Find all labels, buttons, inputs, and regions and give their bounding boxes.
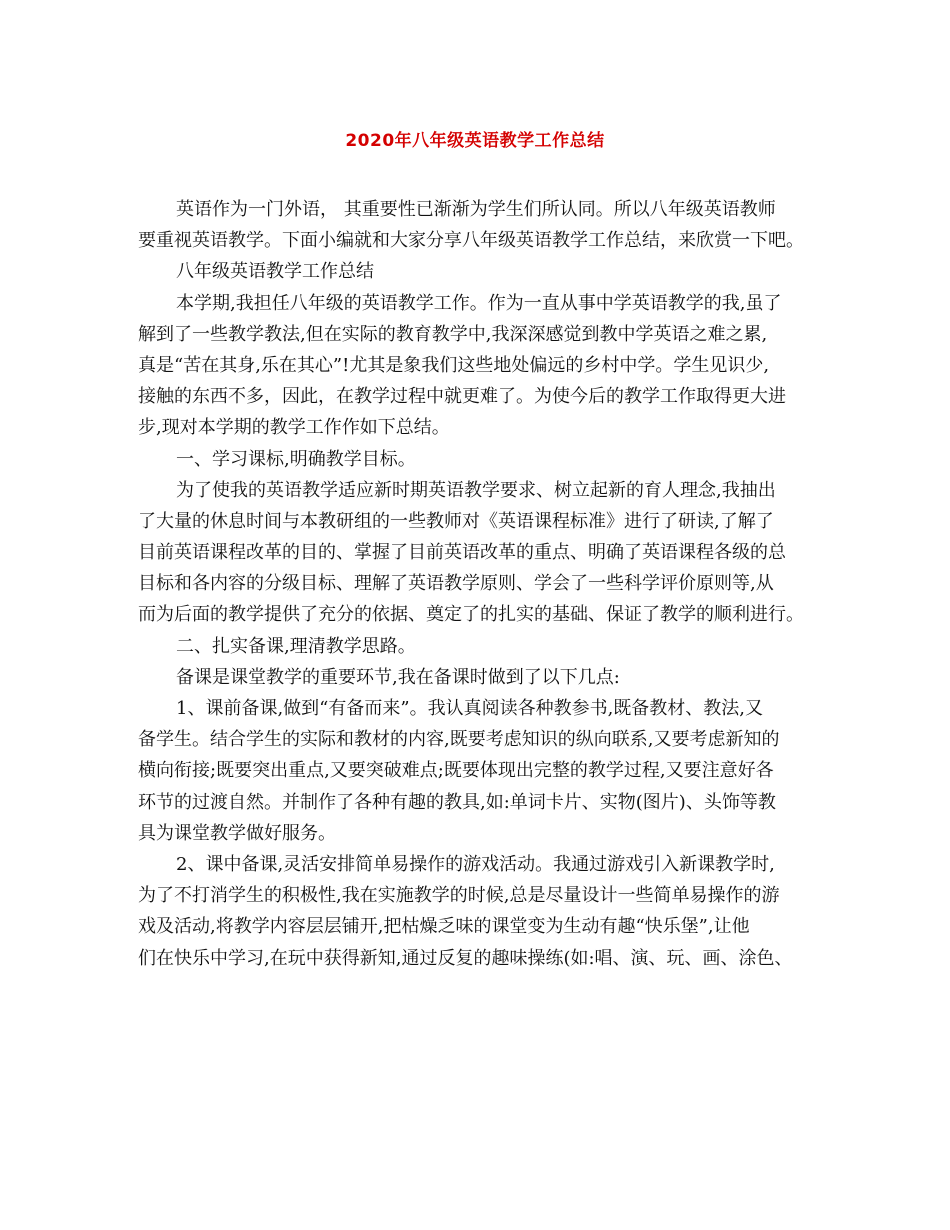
paragraph-line: 目标和各内容的分级目标、理解了英语教学原则、学会了一些科学评价原则等,从 bbox=[138, 573, 774, 595]
paragraph-line: 为了使我的英语教学适应新时期英语教学要求、树立起新的育人理念,我抽出 bbox=[176, 479, 776, 501]
paragraph-line: 备学生。结合学生的实际和教材的内容,既要考虑知识的纵向联系,又要考虑新知的 bbox=[138, 729, 780, 751]
paragraph-line: 戏及活动,将教学内容层层铺开,把枯燥乏味的课堂变为生动有趣“快乐堡”,让他 bbox=[138, 916, 750, 938]
paragraph-line: 步,现对本学期的教学工作作如下总结。 bbox=[138, 417, 450, 439]
paragraph-line: 而为后面的教学提供了充分的依据、奠定了的扎实的基础、保证了教学的顺利进行。 bbox=[138, 604, 804, 626]
paragraph-line: 环节的过渡自然。并制作了各种有趣的教具,如:单词卡片、实物(图片)、头饰等教 bbox=[138, 791, 776, 813]
section-heading: 一、学习课标,明确教学目标。 bbox=[176, 448, 416, 470]
paragraph-line: 接触的东西不多，因此，在教学过程中就更难了。为使今后的教学工作取得更大进 bbox=[138, 386, 786, 408]
paragraph-line: 具为课堂教学做好服务。 bbox=[138, 822, 336, 844]
paragraph-line: 2、课中备课,灵活安排简单易操作的游戏活动。我通过游戏引入新课教学时, bbox=[176, 853, 775, 875]
paragraph-line: 本学期,我担任八年级的英语教学工作。作为一直从事中学英语教学的我,虽了 bbox=[176, 292, 782, 314]
paragraph-line: 1、课前备课,做到“有备而来”。我认真阅读各种教参书,既备教材、教法,又 bbox=[176, 698, 764, 719]
document-title: 2020年八年级英语教学工作总结 bbox=[345, 131, 605, 151]
section-heading: 二、扎实备课,理清教学思路。 bbox=[176, 635, 416, 657]
paragraph-line: 横向衔接;既要突出重点,又要突破难点;既要体现出完整的教学过程,又要注意好各 bbox=[138, 760, 774, 782]
section-heading: 八年级英语教学工作总结 bbox=[176, 261, 374, 283]
paragraph-line: 真是“苦在其身,乐在其心”!尤其是象我们这些地处偏远的乡村中学。学生见识少, bbox=[138, 354, 770, 376]
paragraph-line: 要重视英语教学。下面小编就和大家分享八年级英语教学工作总结，来欣赏一下吧。 bbox=[138, 230, 804, 252]
document-body bbox=[138, 194, 828, 974]
paragraph-line: 解到了一些教学教法,但在实际的教育教学中,我深深感觉到教中学英语之难之累, bbox=[138, 323, 768, 345]
paragraph-line: 为了不打消学生的积极性,我在实施教学的时候,总是尽量设计一些简单易操作的游 bbox=[138, 885, 780, 907]
paragraph-line: 英语作为一门外语， 其重要性已渐渐为学生们所认同。所以八年级英语教师 bbox=[176, 199, 776, 220]
paragraph-line: 备课是课堂教学的重要环节,我在备课时做到了以下几点: bbox=[176, 666, 620, 688]
paragraph-line: 目前英语课程改革的目的、掌握了目前英语改革的重点、明确了英语课程各级的总 bbox=[138, 542, 786, 564]
paragraph-line: 们在快乐中学习,在玩中获得新知,通过反复的趣味操练(如:唱、演、玩、画、涂色、 bbox=[138, 947, 793, 969]
paragraph-line: 了大量的休息时间与本教研组的一些教师对《英语课程标准》进行了研读,了解了 bbox=[138, 510, 774, 532]
